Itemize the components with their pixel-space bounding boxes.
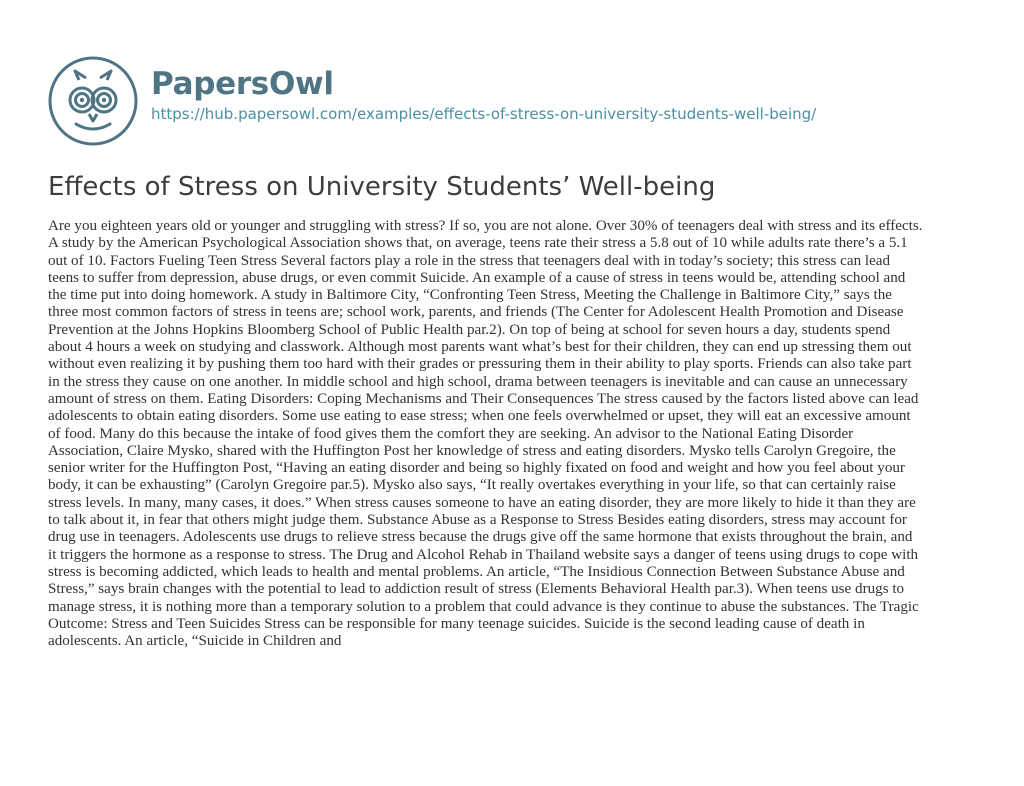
essay-body xyxy=(48,218,980,696)
essay-line: manage stress, it is nothing more than a temporary solution to a problem that could advance is they continue to abuse the substances. The Tragic xyxy=(48,598,919,615)
source-url[interactable]: https://hub.papersowl.com/examples/effects-of-stress-on-university-students-well-being/ xyxy=(151,105,817,123)
site-header xyxy=(48,56,988,146)
essay-line: Association, Claire Mysko, shared with the Huffington Post her knowledge of stress and eating disorders. Mysko tells Carolyn Gregoire, the xyxy=(48,442,896,459)
essay-line: it triggers the hormone as a response to stress. The Drug and Alcohol Rehab in Thailand website says a danger of teens using drugs to cope with xyxy=(48,546,919,563)
essay-line: stress is becoming addicted, which leads to health and mental problems. An article, “The Insidious Connection Between Substance Abuse and xyxy=(48,563,905,580)
essay-line: Prevention at the Johns Hopkins Bloomberg School of Public Health par.2). On top of being at school for seven hours a day, students spend xyxy=(48,321,891,338)
essay-line: drug use in teenagers. Adolescents use drugs to relieve stress because the drugs give off the same hormone that exists throughout the brain, and xyxy=(48,529,913,546)
essay-line: Stress,” says brain changes with the potential to lead to addiction result of stress (Elements Behavioral Health par.3). When teens use drugs to xyxy=(48,581,905,598)
essay-line: senior writer for the Huffington Post, “Having an eating disorder and being so highly fixated on food and weight and how you feel about your xyxy=(48,460,905,477)
essay-line: adolescents to obtain eating disorders. Some use eating to ease stress; when one feels overwhelmed or upset, they will eat an excessive amount xyxy=(48,408,911,425)
essay-line: body, it can be exhausting” (Carolyn Gregoire par.5). Mysko also says, “It really overtakes everything in your life, so that can certainly raise xyxy=(48,477,896,494)
essay-line: in the stress they cause on one another. In middle school and high school, drama between teenagers is inevitable and can cause an unnecessary xyxy=(48,373,908,390)
owl-icon xyxy=(48,56,138,146)
essay-line: teens to suffer from depression, abuse drugs, or even commit Suicide. An example of a cause of stress in teens would be, attending school and xyxy=(48,269,906,286)
essay-line: to talk about it, in fear that others might judge them. Substance Abuse as a Response to Stress Besides eating disorders, stress may account for xyxy=(48,512,907,529)
essay-line: of food. Many do this because the intake of food gives them the comfort they are seeking. An advisor to the National Eating Disorder xyxy=(48,425,854,442)
essay-line: amount of stress on them. Eating Disorders: Coping Mechanisms and Their Consequences The stress caused by the factors listed above can lead xyxy=(48,390,919,407)
essay-line: the time put into doing homework. A study in Baltimore City, “Confronting Teen Stress, Meeting the Challenge in Baltimore City,” says the xyxy=(48,287,892,304)
essay-line: out of 10. Factors Fueling Teen Stress Several factors play a role in the stress that teenagers deal with in today’s society; this stress can lead xyxy=(48,252,891,269)
essay-line: without even realizing it by pushing them too hard with their grades or pressuring them in their ability to play sports. Friends can also take part xyxy=(48,356,912,373)
essay-line: about 4 hours a week on studying and classwork. Although most parents want what’s best for their children, they can end up stressing them out xyxy=(48,339,912,356)
essay-line: adolescents. An article, “Suicide in Children and xyxy=(48,633,342,650)
essay-line: Outcome: Stress and Teen Suicides Stress can be responsible for many teenage suicides. Suicide is the second leading cause of death in xyxy=(48,615,865,632)
brand-name: PapersOwl xyxy=(151,66,334,102)
essay-line: Are you eighteen years old or younger and struggling with stress? If so, you are not alone. Over 30% of teenagers deal with stress and its effects. xyxy=(48,218,923,234)
essay-line: three most common factors of stress in teens are; school work, parents, and friends (The Center for Adolescent Health Promotion and Disease xyxy=(48,304,904,321)
essay-title: Effects of Stress on University Students’ Well-being xyxy=(48,172,716,202)
essay-line: A study by the American Psychological Association shows that, on average, teens rate their stress a 5.8 out of 10 while adults rate there’s a 5.1 xyxy=(48,235,908,252)
essay-line: stress levels. In many, many cases, it does.” When stress causes someone to have an eating disorder, they are more likely to hide it than they are xyxy=(48,494,916,511)
